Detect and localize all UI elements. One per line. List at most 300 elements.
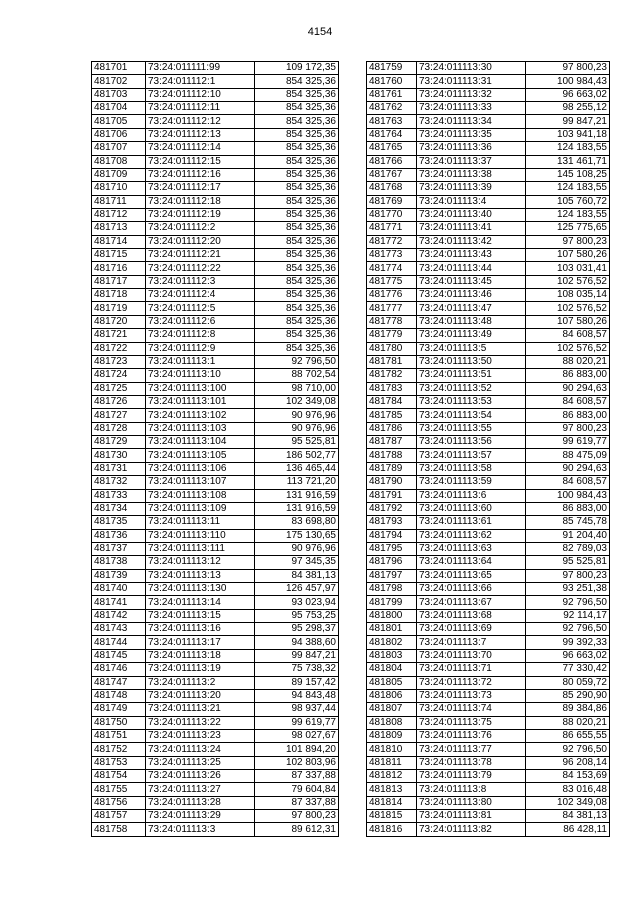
value-cell: 131 461,71 <box>526 155 610 168</box>
value-cell: 86 883,00 <box>526 369 610 382</box>
value-cell: 124 183,55 <box>526 142 610 155</box>
table-row <box>367 235 610 248</box>
table-row <box>367 542 610 555</box>
value-cell: 97 800,23 <box>526 62 610 75</box>
table-row <box>92 235 339 248</box>
value-cell: 99 619,77 <box>255 716 339 729</box>
value-cell: 136 465,44 <box>255 462 339 475</box>
cadastral-number-cell: 73:24:011113:22 <box>146 716 255 729</box>
cadastral-number-cell: 73:24:011113:31 <box>417 75 526 88</box>
value-cell: 102 349,08 <box>255 395 339 408</box>
table-row <box>367 168 610 181</box>
table-row <box>367 128 610 141</box>
table-row <box>92 663 339 676</box>
table-row <box>92 810 339 823</box>
table-row <box>92 449 339 462</box>
row-number-cell: 481727 <box>92 409 146 422</box>
value-cell: 102 576,52 <box>526 302 610 315</box>
table-row <box>92 636 339 649</box>
cadastral-number-cell: 73:24:011112:21 <box>146 249 255 262</box>
row-number-cell: 481709 <box>92 168 146 181</box>
table-row <box>92 302 339 315</box>
cadastral-number-cell: 73:24:011113:48 <box>417 315 526 328</box>
row-number-cell: 481765 <box>367 142 417 155</box>
row-number-cell: 481811 <box>367 756 417 769</box>
cadastral-number-cell: 73:24:011113:79 <box>417 770 526 783</box>
register-table-right <box>366 61 610 837</box>
table-row <box>367 302 610 315</box>
cadastral-number-cell: 73:24:011113:105 <box>146 449 255 462</box>
table-row <box>367 208 610 221</box>
table-row <box>92 355 339 368</box>
row-number-cell: 481788 <box>367 449 417 462</box>
row-number-cell: 481773 <box>367 249 417 262</box>
row-number-cell: 481750 <box>92 716 146 729</box>
value-cell: 854 325,36 <box>255 249 339 262</box>
cadastral-number-cell: 73:24:011113:64 <box>417 556 526 569</box>
row-number-cell: 481774 <box>367 262 417 275</box>
value-cell: 854 325,36 <box>255 329 339 342</box>
table-row <box>92 102 339 115</box>
value-cell: 96 208,14 <box>526 756 610 769</box>
register-table-left <box>91 61 339 837</box>
row-number-cell: 481708 <box>92 155 146 168</box>
table-row <box>92 783 339 796</box>
cadastral-number-cell: 73:24:011112:13 <box>146 128 255 141</box>
row-number-cell: 481719 <box>92 302 146 315</box>
value-cell: 103 031,41 <box>526 262 610 275</box>
row-number-cell: 481794 <box>367 529 417 542</box>
value-cell: 92 796,50 <box>526 596 610 609</box>
row-number-cell: 481734 <box>92 502 146 515</box>
value-cell: 89 384,86 <box>526 703 610 716</box>
table-row <box>92 489 339 502</box>
value-cell: 175 130,65 <box>255 529 339 542</box>
row-number-cell: 481776 <box>367 289 417 302</box>
table-row <box>92 75 339 88</box>
cadastral-number-cell: 73:24:011112:3 <box>146 275 255 288</box>
cadastral-number-cell: 73:24:011113:62 <box>417 529 526 542</box>
cadastral-number-cell: 73:24:011113:72 <box>417 676 526 689</box>
table-row <box>367 382 610 395</box>
table-row <box>367 703 610 716</box>
cadastral-number-cell: 73:24:011113:109 <box>146 502 255 515</box>
table-row <box>92 168 339 181</box>
row-number-cell: 481814 <box>367 796 417 809</box>
row-number-cell: 481725 <box>92 382 146 395</box>
row-number-cell: 481813 <box>367 783 417 796</box>
table-row <box>92 542 339 555</box>
cadastral-number-cell: 73:24:011113:71 <box>417 663 526 676</box>
table-row <box>92 716 339 729</box>
value-cell: 84 153,69 <box>526 770 610 783</box>
cadastral-number-cell: 73:24:011113:68 <box>417 609 526 622</box>
value-cell: 86 883,00 <box>526 409 610 422</box>
table-row <box>92 516 339 529</box>
value-cell: 854 325,36 <box>255 235 339 248</box>
cadastral-number-cell: 73:24:011113:15 <box>146 609 255 622</box>
cadastral-number-cell: 73:24:011113:34 <box>417 115 526 128</box>
table-row <box>367 810 610 823</box>
value-cell: 95 525,81 <box>255 436 339 449</box>
table-row <box>92 676 339 689</box>
row-number-cell: 481801 <box>367 623 417 636</box>
cadastral-number-cell: 73:24:011112:4 <box>146 289 255 302</box>
row-number-cell: 481802 <box>367 636 417 649</box>
value-cell: 90 976,96 <box>255 542 339 555</box>
cadastral-number-cell: 73:24:011112:9 <box>146 342 255 355</box>
row-number-cell: 481738 <box>92 556 146 569</box>
cadastral-number-cell: 73:24:011113:10 <box>146 369 255 382</box>
table-row <box>92 502 339 515</box>
value-cell: 89 157,42 <box>255 676 339 689</box>
table-row <box>92 409 339 422</box>
row-number-cell: 481763 <box>367 115 417 128</box>
table-row <box>92 796 339 809</box>
value-cell: 88 020,21 <box>526 355 610 368</box>
cadastral-number-cell: 73:24:011113:40 <box>417 208 526 221</box>
cadastral-number-cell: 73:24:011113:2 <box>146 676 255 689</box>
row-number-cell: 481760 <box>367 75 417 88</box>
value-cell: 854 325,36 <box>255 208 339 221</box>
row-number-cell: 481772 <box>367 235 417 248</box>
value-cell: 854 325,36 <box>255 195 339 208</box>
row-number-cell: 481706 <box>92 128 146 141</box>
cadastral-number-cell: 73:24:011113:65 <box>417 569 526 582</box>
value-cell: 99 392,33 <box>526 636 610 649</box>
cadastral-number-cell: 73:24:011112:19 <box>146 208 255 221</box>
cadastral-number-cell: 73:24:011113:39 <box>417 182 526 195</box>
value-cell: 99 619,77 <box>526 436 610 449</box>
cadastral-number-cell: 73:24:011112:17 <box>146 182 255 195</box>
row-number-cell: 481757 <box>92 810 146 823</box>
table-row <box>92 142 339 155</box>
table-row <box>92 115 339 128</box>
row-number-cell: 481768 <box>367 182 417 195</box>
table-row <box>92 583 339 596</box>
cadastral-number-cell: 73:24:011113:1 <box>146 355 255 368</box>
row-number-cell: 481728 <box>92 422 146 435</box>
value-cell: 854 325,36 <box>255 155 339 168</box>
row-number-cell: 481710 <box>92 182 146 195</box>
row-number-cell: 481782 <box>367 369 417 382</box>
cadastral-number-cell: 73:24:011113:29 <box>146 810 255 823</box>
value-cell: 77 330,42 <box>526 663 610 676</box>
row-number-cell: 481759 <box>367 62 417 75</box>
value-cell: 131 916,59 <box>255 489 339 502</box>
row-number-cell: 481701 <box>92 62 146 75</box>
table-row <box>92 462 339 475</box>
row-number-cell: 481778 <box>367 315 417 328</box>
cadastral-number-cell: 73:24:011112:8 <box>146 329 255 342</box>
row-number-cell: 481787 <box>367 436 417 449</box>
value-cell: 94 843,48 <box>255 689 339 702</box>
value-cell: 88 020,21 <box>526 716 610 729</box>
value-cell: 99 847,21 <box>526 115 610 128</box>
table-row <box>367 409 610 422</box>
cadastral-number-cell: 73:24:011113:75 <box>417 716 526 729</box>
cadastral-number-cell: 73:24:011111:99 <box>146 62 255 75</box>
cadastral-number-cell: 73:24:011113:53 <box>417 395 526 408</box>
table-row <box>367 636 610 649</box>
value-cell: 854 325,36 <box>255 102 339 115</box>
value-cell: 86 428,11 <box>526 823 610 836</box>
value-cell: 854 325,36 <box>255 88 339 101</box>
table-row <box>367 529 610 542</box>
cadastral-number-cell: 73:24:011113:32 <box>417 88 526 101</box>
row-number-cell: 481767 <box>367 168 417 181</box>
value-cell: 854 325,36 <box>255 142 339 155</box>
value-cell: 100 984,43 <box>526 75 610 88</box>
value-cell: 92 796,50 <box>255 355 339 368</box>
table-row <box>367 462 610 475</box>
value-cell: 97 800,23 <box>526 235 610 248</box>
table-row <box>367 182 610 195</box>
table-row <box>92 703 339 716</box>
value-cell: 98 255,12 <box>526 102 610 115</box>
cadastral-number-cell: 73:24:011113:44 <box>417 262 526 275</box>
row-number-cell: 481779 <box>367 329 417 342</box>
table-row <box>367 262 610 275</box>
cadastral-number-cell: 73:24:011113:17 <box>146 636 255 649</box>
table-row <box>92 369 339 382</box>
table-row <box>367 355 610 368</box>
value-cell: 107 580,26 <box>526 249 610 262</box>
cadastral-number-cell: 73:24:011113:106 <box>146 462 255 475</box>
row-number-cell: 481714 <box>92 235 146 248</box>
cadastral-number-cell: 73:24:011113:70 <box>417 649 526 662</box>
row-number-cell: 481806 <box>367 689 417 702</box>
table-row <box>367 729 610 742</box>
value-cell: 854 325,36 <box>255 289 339 302</box>
cadastral-number-cell: 73:24:011113:101 <box>146 395 255 408</box>
value-cell: 107 580,26 <box>526 315 610 328</box>
table-row <box>92 395 339 408</box>
cadastral-number-cell: 73:24:011113:7 <box>417 636 526 649</box>
table-row <box>367 689 610 702</box>
table-row <box>92 262 339 275</box>
row-number-cell: 481770 <box>367 208 417 221</box>
table-row <box>367 449 610 462</box>
row-number-cell: 481764 <box>367 128 417 141</box>
row-number-cell: 481803 <box>367 649 417 662</box>
row-number-cell: 481793 <box>367 516 417 529</box>
value-cell: 84 608,57 <box>526 329 610 342</box>
value-cell: 84 608,57 <box>526 395 610 408</box>
table-row <box>92 476 339 489</box>
row-number-cell: 481805 <box>367 676 417 689</box>
row-number-cell: 481780 <box>367 342 417 355</box>
cadastral-number-cell: 73:24:011112:22 <box>146 262 255 275</box>
row-number-cell: 481744 <box>92 636 146 649</box>
value-cell: 145 108,25 <box>526 168 610 181</box>
cadastral-number-cell: 73:24:011113:43 <box>417 249 526 262</box>
table-row <box>92 729 339 742</box>
table-row <box>367 623 610 636</box>
table-row <box>367 369 610 382</box>
row-number-cell: 481732 <box>92 476 146 489</box>
cadastral-number-cell: 73:24:011112:18 <box>146 195 255 208</box>
value-cell: 97 345,35 <box>255 556 339 569</box>
value-cell: 82 789,03 <box>526 542 610 555</box>
row-number-cell: 481791 <box>367 489 417 502</box>
row-number-cell: 481816 <box>367 823 417 836</box>
row-number-cell: 481729 <box>92 436 146 449</box>
cadastral-number-cell: 73:24:011113:110 <box>146 529 255 542</box>
value-cell: 103 941,18 <box>526 128 610 141</box>
value-cell: 87 337,88 <box>255 770 339 783</box>
table-row <box>367 796 610 809</box>
cadastral-number-cell: 73:24:011113:46 <box>417 289 526 302</box>
row-number-cell: 481784 <box>367 395 417 408</box>
value-cell: 84 608,57 <box>526 476 610 489</box>
table-row <box>92 315 339 328</box>
value-cell: 109 172,35 <box>255 62 339 75</box>
cadastral-number-cell: 73:24:011113:49 <box>417 329 526 342</box>
cadastral-number-cell: 73:24:011113:102 <box>146 409 255 422</box>
cadastral-number-cell: 73:24:011113:42 <box>417 235 526 248</box>
cadastral-number-cell: 73:24:011113:27 <box>146 783 255 796</box>
value-cell: 96 663,02 <box>526 88 610 101</box>
value-cell: 84 381,13 <box>526 810 610 823</box>
value-cell: 98 710,00 <box>255 382 339 395</box>
cadastral-number-cell: 73:24:011112:11 <box>146 102 255 115</box>
table-row <box>367 823 610 836</box>
table-row <box>367 102 610 115</box>
row-number-cell: 481758 <box>92 823 146 836</box>
row-number-cell: 481792 <box>367 502 417 515</box>
value-cell: 125 775,65 <box>526 222 610 235</box>
row-number-cell: 481742 <box>92 609 146 622</box>
row-number-cell: 481800 <box>367 609 417 622</box>
value-cell: 90 294,63 <box>526 382 610 395</box>
value-cell: 80 059,72 <box>526 676 610 689</box>
value-cell: 108 035,14 <box>526 289 610 302</box>
cadastral-number-cell: 73:24:011113:30 <box>417 62 526 75</box>
table-row <box>92 275 339 288</box>
cadastral-number-cell: 73:24:011113:24 <box>146 743 255 756</box>
row-number-cell: 481723 <box>92 355 146 368</box>
cadastral-number-cell: 73:24:011113:41 <box>417 222 526 235</box>
value-cell: 854 325,36 <box>255 168 339 181</box>
table-row <box>367 569 610 582</box>
row-number-cell: 481717 <box>92 275 146 288</box>
value-cell: 85 290,90 <box>526 689 610 702</box>
page-number: 4154 <box>307 26 333 38</box>
cadastral-number-cell: 73:24:011113:82 <box>417 823 526 836</box>
table-row <box>367 62 610 75</box>
table-row <box>92 382 339 395</box>
value-cell: 101 894,20 <box>255 743 339 756</box>
row-number-cell: 481733 <box>92 489 146 502</box>
row-number-cell: 481745 <box>92 649 146 662</box>
cadastral-number-cell: 73:24:011113:36 <box>417 142 526 155</box>
table-row <box>367 329 610 342</box>
cadastral-number-cell: 73:24:011113:54 <box>417 409 526 422</box>
cadastral-number-cell: 73:24:011113:67 <box>417 596 526 609</box>
cadastral-number-cell: 73:24:011112:6 <box>146 315 255 328</box>
row-number-cell: 481796 <box>367 556 417 569</box>
cadastral-number-cell: 73:24:011113:35 <box>417 128 526 141</box>
cadastral-number-cell: 73:24:011113:38 <box>417 168 526 181</box>
cadastral-number-cell: 73:24:011113:3 <box>146 823 255 836</box>
table-row <box>92 649 339 662</box>
row-number-cell: 481769 <box>367 195 417 208</box>
row-number-cell: 481737 <box>92 542 146 555</box>
row-number-cell: 481704 <box>92 102 146 115</box>
cadastral-number-cell: 73:24:011113:18 <box>146 649 255 662</box>
table-row <box>92 182 339 195</box>
value-cell: 854 325,36 <box>255 315 339 328</box>
value-cell: 102 576,52 <box>526 342 610 355</box>
table-row <box>92 569 339 582</box>
value-cell: 79 604,84 <box>255 783 339 796</box>
table-row <box>367 716 610 729</box>
value-cell: 92 796,50 <box>526 623 610 636</box>
value-cell: 98 027,67 <box>255 729 339 742</box>
table-row <box>367 88 610 101</box>
cadastral-number-cell: 73:24:011113:28 <box>146 796 255 809</box>
table-row <box>92 823 339 836</box>
cadastral-number-cell: 73:24:011113:56 <box>417 436 526 449</box>
value-cell: 102 803,96 <box>255 756 339 769</box>
row-number-cell: 481799 <box>367 596 417 609</box>
row-number-cell: 481712 <box>92 208 146 221</box>
value-cell: 91 204,40 <box>526 529 610 542</box>
value-cell: 90 976,96 <box>255 409 339 422</box>
table-row <box>92 88 339 101</box>
row-number-cell: 481790 <box>367 476 417 489</box>
table-row <box>92 128 339 141</box>
row-number-cell: 481730 <box>92 449 146 462</box>
value-cell: 854 325,36 <box>255 302 339 315</box>
value-cell: 93 023,94 <box>255 596 339 609</box>
cadastral-number-cell: 73:24:011113:20 <box>146 689 255 702</box>
table-row <box>92 623 339 636</box>
cadastral-number-cell: 73:24:011113:69 <box>417 623 526 636</box>
row-number-cell: 481715 <box>92 249 146 262</box>
value-cell: 854 325,36 <box>255 182 339 195</box>
row-number-cell: 481781 <box>367 355 417 368</box>
cadastral-number-cell: 73:24:011113:58 <box>417 462 526 475</box>
row-number-cell: 481735 <box>92 516 146 529</box>
cadastral-number-cell: 73:24:011113:12 <box>146 556 255 569</box>
cadastral-number-cell: 73:24:011112:10 <box>146 88 255 101</box>
value-cell: 854 325,36 <box>255 342 339 355</box>
cadastral-number-cell: 73:24:011113:77 <box>417 743 526 756</box>
cadastral-number-cell: 73:24:011113:19 <box>146 663 255 676</box>
cadastral-number-cell: 73:24:011113:33 <box>417 102 526 115</box>
table-row <box>367 422 610 435</box>
table-row <box>92 743 339 756</box>
table-row <box>367 315 610 328</box>
value-cell: 96 663,02 <box>526 649 610 662</box>
cadastral-number-cell: 73:24:011113:4 <box>417 195 526 208</box>
table-row <box>367 142 610 155</box>
value-cell: 100 984,43 <box>526 489 610 502</box>
cadastral-number-cell: 73:24:011113:50 <box>417 355 526 368</box>
value-cell: 854 325,36 <box>255 128 339 141</box>
row-number-cell: 481815 <box>367 810 417 823</box>
table-row <box>367 436 610 449</box>
row-number-cell: 481761 <box>367 88 417 101</box>
table-row <box>367 663 610 676</box>
table-row <box>92 155 339 168</box>
cadastral-number-cell: 73:24:011113:78 <box>417 756 526 769</box>
value-cell: 113 721,20 <box>255 476 339 489</box>
table-row <box>92 208 339 221</box>
table-row <box>92 342 339 355</box>
